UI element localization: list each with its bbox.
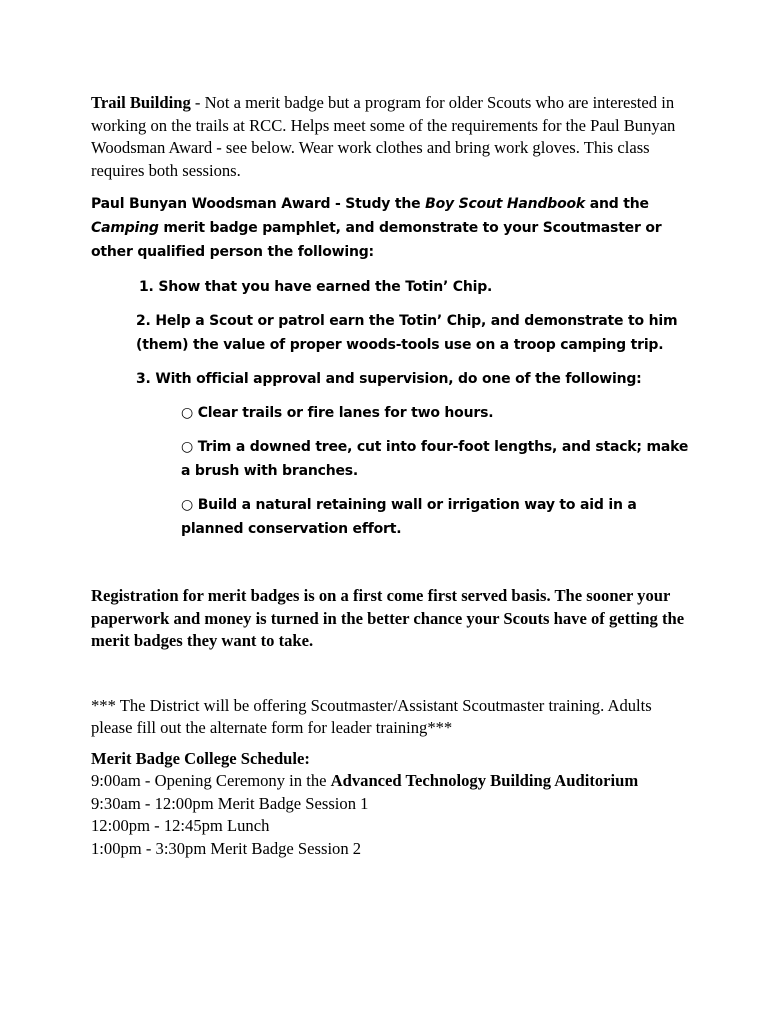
trail-building-text: - Not a merit badge but a program for older Scouts who are interested in working on the trails at RCC. Helps meet some of the requirements for the Paul Bunyan Woodsman Award - see below. Wear work clothes and bring work gloves. This class requires both sessions.: [91, 93, 676, 180]
award-requirement-2: 2. Help a Scout or patrol earn the Totin’ Chip, and demonstrate to him (them) the value of proper woods-tools use on a troop camping trip.: [136, 313, 678, 353]
trail-building-heading: Trail Building: [91, 93, 191, 112]
award-intro: [91, 192, 691, 264]
award-option-3: ○ Build a natural retaining wall or irrigation way to aid in a planned conservation effort.: [181, 497, 637, 537]
registration-notice: Registration for merit badges is on a first come first served basis. The sooner your paperwork and money is turned in the better chance your Scouts have of getting the merit badges they want to take.: [91, 586, 685, 650]
schedule-line-3: 12:00pm - 12:45pm Lunch: [91, 816, 270, 835]
award-book-handbook: Boy Scout Handbook: [425, 196, 586, 212]
district-training-notice: *** The District will be offering Scoutmaster/Assistant Scoutmaster training. Adults please fill out the alternate form for leader training***: [91, 695, 652, 737]
schedule-line-2: 9:30am - 12:00pm Merit Badge Session 1: [91, 793, 369, 813]
award-book-camping: Camping: [91, 220, 159, 236]
trail-building-paragraph: [91, 92, 691, 182]
schedule-line-1-text: 9:00am - Opening Ceremony in the: [91, 771, 331, 790]
award-option-2: ○ Trim a downed tree, cut into four-foot lengths, and stack; make a brush with branches.: [181, 439, 689, 479]
schedule-heading: Merit Badge College Schedule:: [91, 748, 310, 768]
schedule: [91, 748, 691, 861]
schedule-location: Advanced Technology Building Auditorium: [330, 771, 639, 790]
award-requirement-1: 1. Show that you have earned the Totin’ Chip.: [139, 279, 493, 295]
document-page: [91, 92, 691, 860]
award-intro-a: Paul Bunyan Woodsman Award - Study the: [91, 196, 426, 212]
award-requirement-3: 3. With official approval and supervision, do one of the following:: [136, 371, 642, 387]
award-intro-b: and the: [585, 196, 649, 212]
award-intro-c: merit badge pamphlet, and demonstrate to your Scoutmaster or other qualified person the following:: [91, 220, 662, 260]
schedule-line-4: 1:00pm - 3:30pm Merit Badge Session 2: [91, 838, 362, 858]
schedule-line-1: [91, 770, 691, 793]
award-option-1: ○ Clear trails or fire lanes for two hours.: [181, 405, 494, 421]
